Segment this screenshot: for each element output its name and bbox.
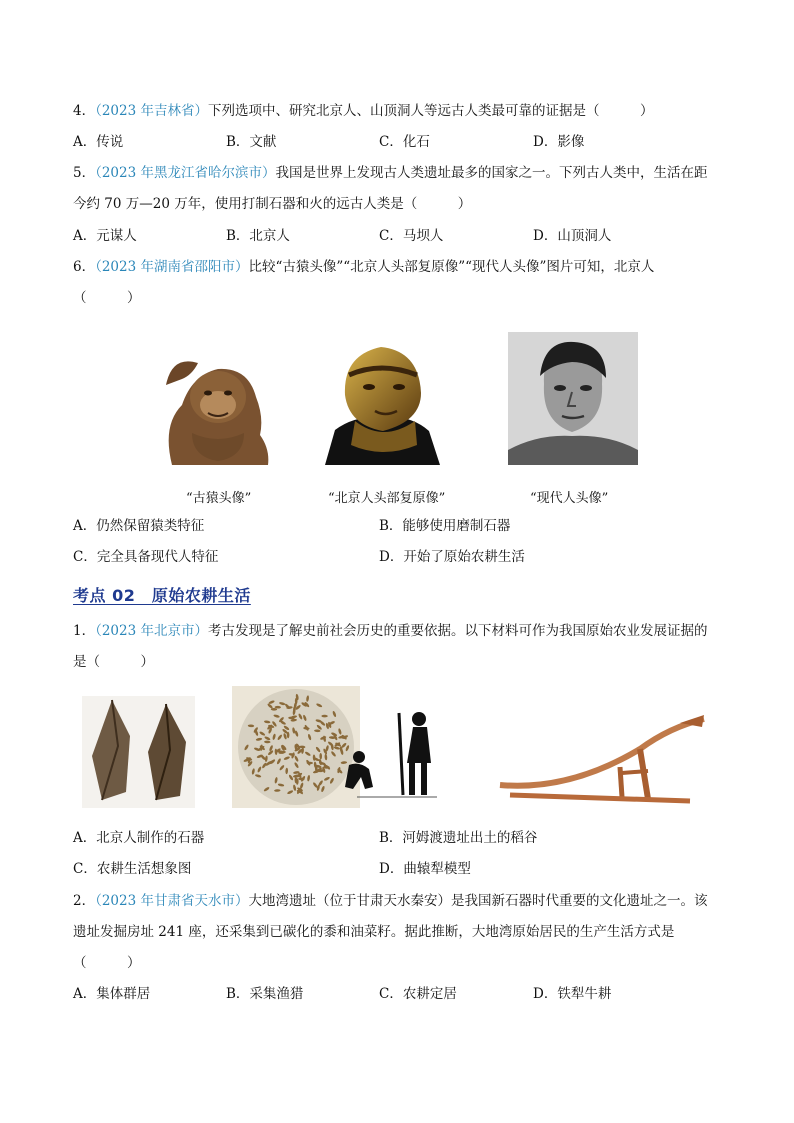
option-c[interactable]: C．完全具备现代人特征 <box>73 549 219 565</box>
option-d[interactable]: D．山顶洞人 <box>533 228 612 244</box>
question-stem-cont: （ ） <box>73 290 141 306</box>
peking-man-bust-image <box>325 335 440 465</box>
modern-man-portrait-image <box>508 332 638 465</box>
stone-tools-image <box>82 696 195 808</box>
farming-scene-image <box>337 709 442 802</box>
ape-head-image <box>152 345 280 465</box>
question-stem-cont: 是（ ） <box>73 654 154 670</box>
caption-ape: “古猿头像” <box>186 491 252 506</box>
question-stem-cont: （ ） <box>73 955 141 971</box>
option-d[interactable]: D．影像 <box>533 134 585 150</box>
question-source: （2023 年湖南省邵阳市） <box>95 259 249 275</box>
caption-modern-man: “现代人头像” <box>530 491 609 506</box>
question-stem-cont: 遗址发掘房址 241 座，还采集到已碳化的黍和油菜籽。据此推断，大地湾原始居民的生产生活方式是 <box>73 924 675 940</box>
option-d[interactable]: D．曲辕犁模型 <box>379 861 471 877</box>
option-a[interactable]: A．集体群居 <box>73 986 151 1002</box>
option-d[interactable]: D．铁犁牛耕 <box>533 986 612 1002</box>
rice-grain <box>315 765 318 771</box>
question-number: 2． <box>73 893 96 909</box>
question-number: 6． <box>73 259 96 275</box>
question-stem: 大地湾遗址（位于甘肃天水秦安）是我国新石器时代重要的文化遗址之一。该 <box>248 893 708 909</box>
question-stem: 下列选项中、研究北京人、山顶洞人等远古人类最可靠的证据是（ ） <box>208 103 654 119</box>
question-5 <box>73 164 708 182</box>
option-c[interactable]: C．马坝人 <box>379 228 444 244</box>
question-number: 4． <box>73 103 96 119</box>
question-stem: 考古发现是了解史前社会历史的重要依据。以下材料可作为我国原始农业发展证据的 <box>208 623 708 639</box>
option-c[interactable]: C．农耕定居 <box>379 986 457 1002</box>
question-6 <box>73 258 654 276</box>
question-stem: 我国是世界上发现古人类遗址最多的国家之一。下列古人类中，生活在距 <box>275 165 708 181</box>
question-number: 5． <box>73 165 96 181</box>
question-number: 1． <box>73 623 96 639</box>
question-source: （2023 年黑龙江省哈尔滨市） <box>95 165 276 181</box>
question-4 <box>73 102 654 120</box>
option-a[interactable]: A．仍然保留猿类特征 <box>73 518 205 534</box>
option-d[interactable]: D．开始了原始农耕生活 <box>379 549 525 565</box>
section-heading: 考点 02 原始农耕生活 <box>73 586 251 605</box>
option-b[interactable]: B．能够使用磨制石器 <box>379 518 511 534</box>
option-a[interactable]: A．传说 <box>73 134 124 150</box>
option-b[interactable]: B．文献 <box>226 134 277 150</box>
option-c[interactable]: C．化石 <box>379 134 430 150</box>
option-c[interactable]: C．农耕生活想象图 <box>73 861 192 877</box>
caption-peking-man: “北京人头部复原像” <box>328 491 446 506</box>
option-a[interactable]: A．元谋人 <box>73 228 137 244</box>
question-stem-cont: 今约 70 万—20 万年，使用打制石器和火的远古人类是（ ） <box>73 196 472 212</box>
question-source: （2023 年甘肃省天水市） <box>95 893 249 909</box>
question-source: （2023 年吉林省） <box>95 103 208 119</box>
option-b[interactable]: B．北京人 <box>226 228 290 244</box>
question-2 <box>73 892 708 910</box>
question-source: （2023 年北京市） <box>95 623 208 639</box>
curved-plough-image <box>490 713 710 808</box>
option-b[interactable]: B．采集渔猎 <box>226 986 304 1002</box>
option-a[interactable]: A．北京人制作的石器 <box>73 830 205 846</box>
question-1 <box>73 622 708 640</box>
question-stem: 比较“古猿头像”“北京人头部复原像”“现代人头像”图片可知，北京人 <box>248 259 655 275</box>
option-b[interactable]: B．河姆渡遗址出土的稻谷 <box>379 830 538 846</box>
